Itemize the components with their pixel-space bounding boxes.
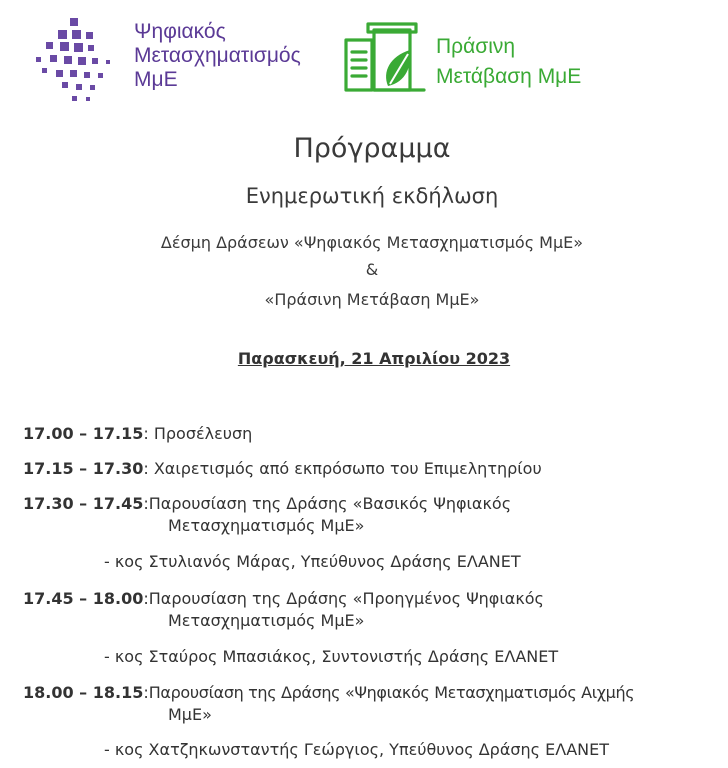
page-title: Πρόγραμμα <box>293 133 451 164</box>
schedule-text: Χαιρετισμός από εκπρόσωπο του Επιμελητηρίου <box>153 459 542 478</box>
green-transition-logo <box>344 20 644 100</box>
schedule-text-continued: Μετασχηματισμός ΜμΕ» <box>168 516 365 535</box>
schedule-item <box>23 589 544 609</box>
schedule-text: Προσέλευση <box>153 424 253 443</box>
description-line-3: «Πράσινη Μετάβαση ΜμΕ» <box>264 290 480 309</box>
logo-gt-line1: Πράσινη <box>436 35 516 58</box>
schedule-separator: : <box>143 459 154 478</box>
schedule-time: 17.30 – 17.45 <box>23 494 144 513</box>
schedule-item <box>23 424 252 444</box>
logo-gt-line2: Μετάβαση ΜμΕ <box>436 65 582 88</box>
schedule-text: Παρουσίαση της Δράσης «Βασικός Ψηφιακός <box>148 494 512 513</box>
schedule-time: 18.00 – 18.15 <box>23 683 144 702</box>
schedule-text: Παρουσίαση της Δράσης «Ψηφιακός Μετασχηματισμός Αιχμής <box>148 683 635 702</box>
event-date: Παρασκευή, 21 Απριλίου 2023 <box>237 349 511 368</box>
description-line-2: & <box>365 260 379 279</box>
schedule-separator: : <box>143 494 149 513</box>
event-subtitle: Ενημερωτική εκδήλωση <box>245 184 499 208</box>
logo-dm-line2: Μετασχηματισμός <box>134 44 301 67</box>
logo-dm-line3: ΜμΕ <box>134 68 178 91</box>
schedule-speaker: - κος Χατζηκωνσταντής Γεώργιος, Υπεύθυνος Δράσης ΕΛΑΝΕΤ <box>104 740 609 759</box>
schedule-time: 17.15 – 17.30 <box>23 459 144 478</box>
schedule-text-continued: Μετασχηματισμός ΜμΕ» <box>168 611 365 630</box>
schedule-separator: : <box>143 683 149 702</box>
building-leaf-icon <box>344 20 428 96</box>
schedule-text: Παρουσίαση της Δράσης «Προηγμένος Ψηφιακός <box>148 589 544 608</box>
digital-transformation-logo-text <box>134 20 301 92</box>
schedule-speaker: - κος Σταύρος Μπασιάκος, Συντονιστής Δράσης ΕΛΑΝΕΤ <box>104 647 559 666</box>
logo-dm-line1: Ψηφιακός <box>134 20 226 43</box>
schedule-item <box>23 459 542 479</box>
green-transition-logo-text <box>436 32 581 92</box>
schedule-time: 17.00 – 17.15 <box>23 424 144 443</box>
schedule-speaker: - κος Στυλιανός Μάρας, Υπεύθυνος Δράσης ΕΛΑΝΕΤ <box>104 552 521 571</box>
schedule-separator: : <box>143 589 149 608</box>
schedule-item <box>23 683 634 703</box>
schedule-time: 17.45 – 18.00 <box>23 589 144 608</box>
digital-transformation-logo <box>36 18 336 108</box>
schedule-text-continued: ΜμΕ» <box>168 705 212 724</box>
description-line-1: Δέσμη Δράσεων «Ψηφιακός Μετασχηματισμός ΜμΕ» <box>160 233 584 252</box>
schedule-item <box>23 494 511 514</box>
pixel-dots-icon <box>36 18 132 108</box>
schedule-separator: : <box>143 424 154 443</box>
